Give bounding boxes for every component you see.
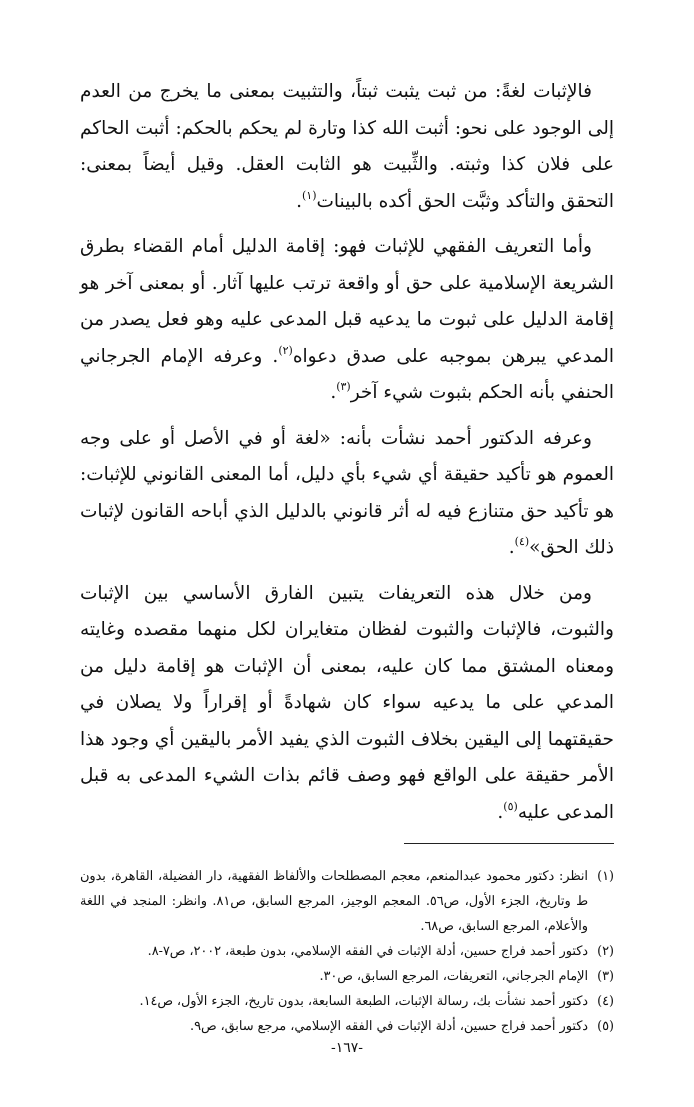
footnote-number: (٥) bbox=[597, 1019, 614, 1034]
paragraph-end: . bbox=[497, 801, 504, 823]
paragraph-juristic-definition bbox=[80, 229, 614, 412]
paragraph-end: . bbox=[330, 382, 337, 403]
footnote-text: دكتور أحمد نشأت بك، رسالة الإثبات، الطبعة السابعة، بدون تاريخ، الجزء الأول، ص١٤. bbox=[139, 994, 588, 1009]
footnote-text: الإمام الجرجاني، التعريفات، المرجع السابق، ص٣٠. bbox=[319, 969, 588, 984]
footnote-text: دكتور أحمد فراج حسين، أدلة الإثبات في الفقه الإسلامي، بدون طبعة، ٢٠٠٢، ص٧-٨. bbox=[147, 944, 588, 959]
paragraph-end: . bbox=[296, 190, 302, 212]
paragraph-end: . bbox=[508, 537, 515, 558]
footnote-1 bbox=[80, 864, 614, 939]
footnote-number: (٤) bbox=[597, 994, 614, 1009]
paragraph-difference bbox=[80, 576, 614, 832]
footnote-ref-2: (٢) bbox=[278, 343, 293, 357]
paragraph-linguistic-definition bbox=[80, 74, 614, 220]
footnote-number: (٣) bbox=[597, 969, 614, 984]
footnote-4 bbox=[80, 989, 614, 1014]
footnote-5 bbox=[80, 1014, 614, 1039]
footnotes bbox=[80, 864, 614, 1039]
footnote-3 bbox=[80, 964, 614, 989]
paragraph-nashat-definition bbox=[80, 421, 614, 567]
page-number: -١٦٧- bbox=[330, 1040, 364, 1056]
footnote-text: دكتور أحمد فراج حسين، أدلة الإثبات في الفقه الإسلامي، مرجع سابق، ص٩. bbox=[189, 1019, 588, 1034]
footnote-ref-5: (٥) bbox=[503, 799, 518, 813]
footnote-ref-4: (٤) bbox=[514, 535, 530, 548]
paragraph-text: وعرفه الدكتور أحمد نشأت بأنه: «لغة أو في الأصل أو على وجه العموم هو تأكيد حقيقة أي شيء بأي دليل، أما المعنى القانوني للإثبات: هو تأكيد حق متنازع فيه له أثر قانوني بالدليل الذي أباحه القانون لإثبات ذلك الحق» bbox=[80, 427, 614, 558]
footnote-text: انظر: دكتور محمود عبدالمنعم، معجم المصطلحات والألفاظ الفقهية، دار الفضيلة، القاهرة، بدون ط وتاريخ، الجزء الأول، ص٥٦. المعجم الوجيز، المرجع السابق، ص٨١. وانظر: المنجد في اللغة والأعلام، المرجع السابق، ص٦٨. bbox=[80, 869, 588, 934]
page-body bbox=[80, 74, 614, 1039]
footnote-ref-3: (٣) bbox=[336, 380, 351, 393]
footnote-number: (١) bbox=[597, 869, 614, 884]
footnote-ref-1: (١) bbox=[301, 188, 317, 202]
paragraph-text: ومن خلال هذه التعريفات يتبين الفارق الأساسي بين الإثبات والثبوت، فالإثبات والثبوت لفظان متغايران لكل منهما مقصده وغايته ومعناه المشتق مما كان عليه، بمعنى أن الإثبات هو إقامة دليل من المدعي على ما يدعيه سواء كان شهادةً أو إقراراً ولا يصلان في حقيقتهما إلى اليقين بخلاف الثبوت الذي يفيد الأمر باليقين أي وجود هذا الأمر حقيقة على الواقع فهو وصف قائم بذات الشيء المدعى به قبل المدعى عليه bbox=[80, 582, 614, 823]
paragraph-text: فالإثبات لغةً: من ثبت يثبت ثبتاً، والتثبيت بمعنى ما يخرج من العدم إلى الوجود على نحو: أثبت الله كذا وتارة لم يحكم بالحكم: أثبت الحاكم على فلان كذا وثبته. والثِّبيت هو الثابت العقل. وقيل أيضاً بمعنى: التحقق والتأكد وثبَّت الحق أكده بالبينات bbox=[80, 81, 614, 212]
paragraph-end: . وعرفه الإمام الجرجاني الحنفي بأنه الحكم بثبوت شيء آخر bbox=[80, 345, 614, 403]
footnote-divider bbox=[404, 843, 614, 844]
paragraph-text: وأما التعريف الفقهي للإثبات فهو: إقامة الدليل أمام القضاء بطرق الشريعة الإسلامية على حق أو واقعة ترتب عليها آثار. أو بمعنى آخر هو إقامة الدليل على ثبوت ما يدعيه قبل المدعى عليه وهو فعل يصدر من المدعي يبرهن بموجبه على صدق دعواه bbox=[80, 236, 614, 367]
footnote-number: (٢) bbox=[597, 944, 614, 959]
footnote-2 bbox=[80, 939, 614, 964]
